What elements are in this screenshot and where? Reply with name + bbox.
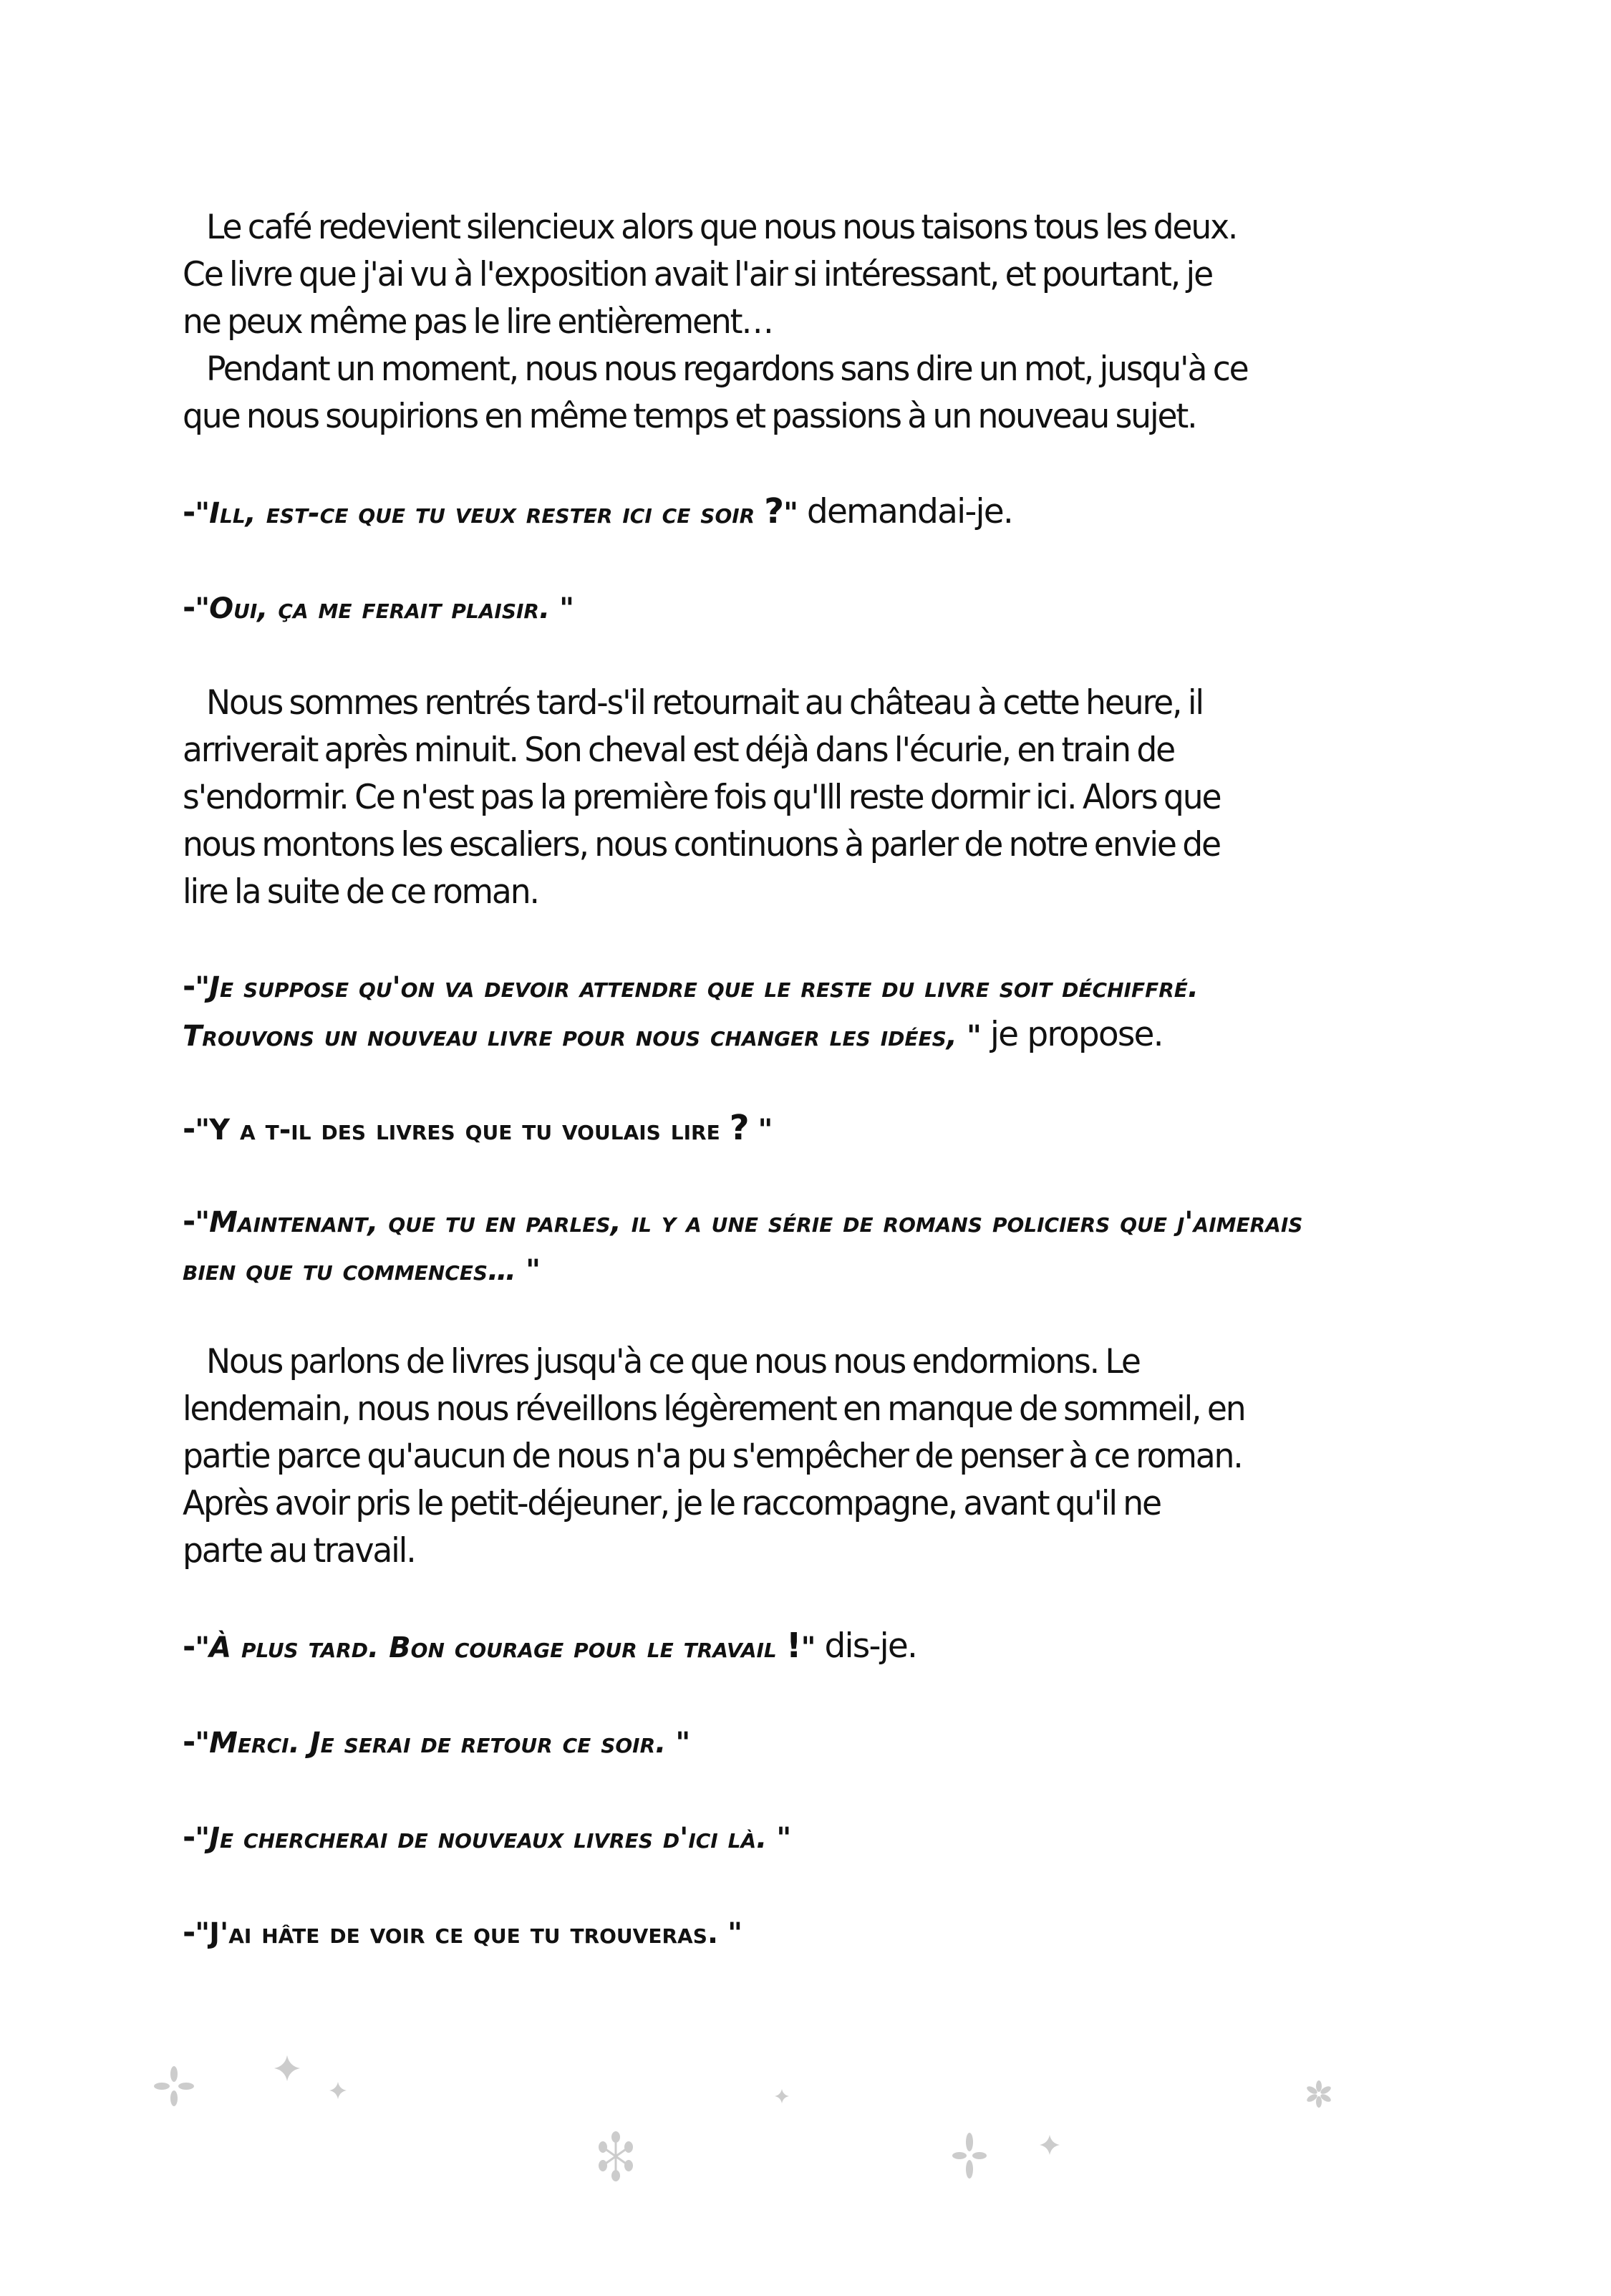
text-line: parte au travail.: [183, 1531, 415, 1571]
text-line: Ce livre que j'ai vu à l'exposition avait l'air si intéressant, et pourtant, je: [183, 255, 1212, 294]
dialogue-speech: Maintenant, que tu en parles, il y a une série de romans policiers que j'aimerais: [209, 1206, 1303, 1239]
text-line: partie parce qu'aucun de nous n'a pu s'empêcher de penser à ce roman.: [183, 1437, 1242, 1476]
dialogue-tag: demandai-je.: [806, 492, 1012, 531]
dialogue-speech: Trouvons un nouveau livre pour nous changer les idées,: [183, 1020, 958, 1053]
dialogue-speech: Merci. Je serai de retour ce soir.: [209, 1727, 667, 1760]
dialogue-tag: je propose.: [990, 1015, 1163, 1054]
dialogue-speech: J'ai hâte de voir ce que tu trouveras.: [209, 1917, 719, 1950]
small-four-point-star-icon: [329, 2082, 347, 2099]
dialogue-tag: dis-je.: [824, 1626, 917, 1666]
dialogue-line: -"Merci. Je serai de retour ce soir. ": [183, 1724, 690, 1760]
text-line: Nous sommes rentrés tard-s'il retournait au château à cette heure, il: [205, 683, 1203, 723]
dialogue-speech: Je suppose qu'on va devoir attendre que le reste du livre soit déchiffré.: [209, 971, 1199, 1004]
narrative-paragraph: [183, 680, 1426, 916]
dialogue-speech: À plus tard. Bon courage pour le travail: [209, 1631, 777, 1664]
dialogue-speech: Y a t-il des livres que tu voulais lire: [209, 1114, 720, 1147]
text-line: Après avoir pris le petit-déjeuner, je le raccompagne, avant qu'il ne: [183, 1484, 1161, 1523]
text-line: Le café redevient silencieux alors que nous nous taisons tous les deux.: [205, 208, 1237, 247]
dialogue-speech: Oui, ça me ferait plaisir.: [209, 592, 551, 625]
four-point-star-icon: [1040, 2133, 1060, 2157]
dialogue-line: -"Oui, ça me ferait plaisir. ": [183, 589, 574, 626]
dialogue-line: -"Ill, est-ce que tu veux rester ici ce soir ?" demandai-je.: [183, 491, 1012, 531]
tiny-four-point-star-icon: [775, 2088, 789, 2104]
four-point-star-icon: [274, 2055, 300, 2081]
text-line: Pendant un moment, nous nous regardons sans dire un mot, jusqu'à ce: [205, 349, 1248, 389]
text-line: ne peux même pas le lire entièrement…: [183, 302, 773, 342]
dialogue-line: -"Maintenant, que tu en parles, il y a une série de romans policiers que j'aimerais bien que tu commences… ": [183, 1203, 1303, 1287]
dialogue-line: -"Je chercherai de nouveaux livres d'ici là. ": [183, 1819, 791, 1856]
text-line: lire la suite de ce roman.: [183, 872, 538, 912]
dialogue-speech: Je chercherai de nouveaux livres d'ici là.: [209, 1822, 768, 1855]
four-petal-sparkle-icon: [952, 2133, 987, 2179]
snowflake-icon: [598, 2131, 634, 2182]
narrative-paragraph: [183, 204, 1426, 440]
dialogue-line: -"J'ai hâte de voir ce que tu trouveras. ": [183, 1914, 742, 1951]
dialogue-speech: bien que tu commences…: [183, 1254, 517, 1287]
text-line: arriverait après minuit. Son cheval est déjà dans l'écurie, en train de: [183, 730, 1175, 770]
dialogue-speech: Ill, est-ce que tu veux rester ici ce soir: [209, 497, 755, 530]
novel-page: [183, 204, 1464, 1957]
dialogue-line: -"Y a t-il des livres que tu voulais lire ? ": [183, 1108, 773, 1148]
four-petal-sparkle-icon: [154, 2066, 194, 2106]
text-line: s'endormir. Ce n'est pas la première fois qu'Ill reste dormir ici. Alors que: [183, 778, 1221, 817]
text-line: que nous soupirions en même temps et passions à un nouveau sujet.: [183, 397, 1196, 436]
text-line: nous montons les escaliers, nous continuons à parler de notre envie de: [183, 825, 1220, 864]
six-petal-flower-icon: [1307, 2080, 1331, 2108]
text-line: Nous parlons de livres jusqu'à ce que nous nous endormions. Le: [205, 1342, 1140, 1381]
text-line: lendemain, nous nous réveillons légèrement en manque de sommeil, en: [183, 1389, 1245, 1429]
narrative-paragraph: [183, 1338, 1426, 1575]
dialogue-line: -"Je suppose qu'on va devoir attendre que le reste du livre soit déchiffré. Trouvons un nouveau livre pour nous changer les idées, " je propose.: [183, 968, 1199, 1054]
dialogue-line: -"À plus tard. Bon courage pour le travail !" dis-je.: [183, 1626, 917, 1666]
